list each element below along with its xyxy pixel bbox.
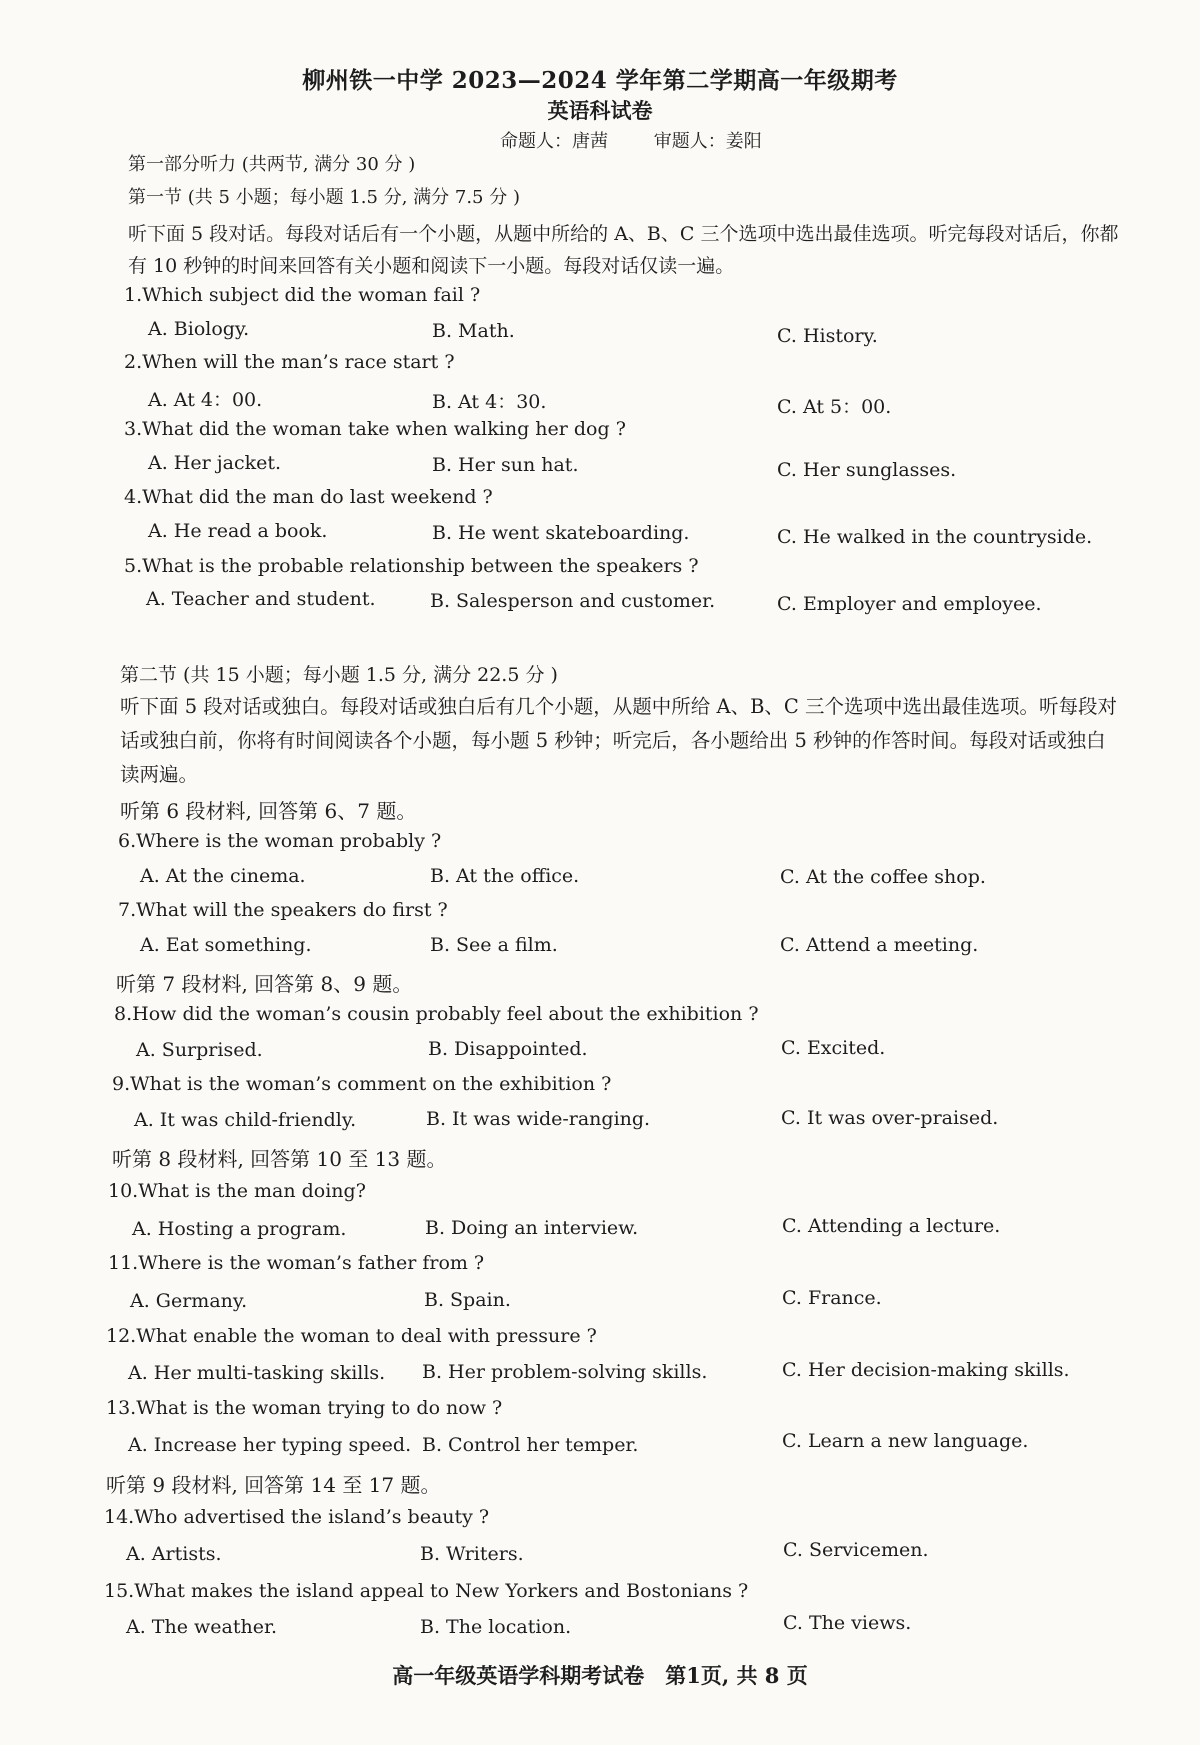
q4-option-a: A. He read a book. xyxy=(148,520,328,542)
q7-option-b: B. See a film. xyxy=(430,934,558,956)
q6-option-c: C. At the coffee shop. xyxy=(780,866,986,888)
q1-option-a: A. Biology. xyxy=(148,318,250,340)
q5-option-a: A. Teacher and student. xyxy=(146,588,376,610)
question-10: 10.What is the man doing? xyxy=(108,1180,366,1202)
section1-instructions: 听下面 5 段对话。每段对话后有一个小题，从题中所给的 A、B、C 三个选项中选出最佳选项。听完每段对话后，你都有 10 秒钟的时间来回答有关小题和阅读下一小题。每段对话仅读一遍。 xyxy=(128,223,1119,277)
exam-subtitle: 英语科试卷 xyxy=(547,98,653,123)
question-13: 13.What is the woman trying to do now ? xyxy=(106,1397,503,1419)
q15-option-b: B. The location. xyxy=(420,1616,572,1638)
q6-option-a: A. At the cinema. xyxy=(140,865,306,887)
q9-option-a: A. It was child-friendly. xyxy=(134,1109,357,1131)
q3-option-a: A. Her jacket. xyxy=(148,452,282,474)
part1-heading: 第一部分听力 (共两节, 满分 30 分 ) xyxy=(128,154,416,175)
q1-option-b: B. Math. xyxy=(432,320,515,342)
question-12: 12.What enable the woman to deal with pressure ? xyxy=(106,1325,597,1347)
question-1: 1.Which subject did the woman fail ? xyxy=(124,284,481,306)
q12-option-a: A. Her multi-tasking skills. xyxy=(128,1362,386,1384)
q7-option-c: C. Attend a meeting. xyxy=(780,934,979,956)
q14-option-c: C. Servicemen. xyxy=(783,1539,929,1561)
q5-option-b: B. Salesperson and customer. xyxy=(430,590,716,612)
question-9: 9.What is the woman’s comment on the exhibition ? xyxy=(112,1073,612,1095)
material-9-label: 听第 9 段材料, 回答第 14 至 17 题。 xyxy=(106,1473,441,1497)
material-6-label: 听第 6 段材料, 回答第 6、7 题。 xyxy=(120,799,417,823)
q5-option-c: C. Employer and employee. xyxy=(777,593,1042,615)
q11-option-b: B. Spain. xyxy=(424,1289,511,1311)
reviewer-label: 审题人：姜阳 xyxy=(653,131,762,152)
q11-option-a: A. Germany. xyxy=(130,1290,248,1312)
author-label: 命题人：唐茜 xyxy=(500,131,608,152)
q3-option-b: B. Her sun hat. xyxy=(432,454,579,476)
authors-line xyxy=(500,127,802,153)
q2-option-c: C. At 5：00. xyxy=(777,396,892,418)
q1-option-c: C. History. xyxy=(777,325,878,347)
q6-option-b: B. At the office. xyxy=(430,865,580,887)
section2-instructions: 听下面 5 段对话或独白。每段对话或独白后有几个小题，从题中所给 A、B、C 三个选项中选出最佳选项。听每段对话或独白前，你将有时间阅读各个小题，每小题 5 秒钟；听完后，各小题给出 5 秒钟的作答时间。每段对话或独白读两遍。 xyxy=(120,695,1118,786)
question-15: 15.What makes the island appeal to New Yorkers and Bostonians ? xyxy=(104,1580,749,1602)
question-14: 14.Who advertised the island’s beauty ? xyxy=(104,1506,490,1528)
q13-option-b: B. Control her temper. xyxy=(422,1434,639,1456)
question-6: 6.Where is the woman probably ? xyxy=(118,830,442,852)
question-4: 4.What did the man do last weekend ? xyxy=(124,486,493,508)
q15-option-a: A. The weather. xyxy=(126,1616,277,1638)
question-11: 11.Where is the woman’s father from ? xyxy=(108,1252,485,1274)
question-5: 5.What is the probable relationship between the speakers ? xyxy=(124,555,699,577)
q8-option-a: A. Surprised. xyxy=(136,1039,263,1061)
q10-option-a: A. Hosting a program. xyxy=(132,1218,347,1240)
q10-option-b: B. Doing an interview. xyxy=(425,1217,639,1239)
q9-option-b: B. It was wide-ranging. xyxy=(426,1108,651,1130)
q12-option-c: C. Her decision-making skills. xyxy=(782,1359,1070,1381)
q15-option-c: C. The views. xyxy=(783,1612,912,1634)
q7-option-a: A. Eat something. xyxy=(140,934,312,956)
q11-option-c: C. France. xyxy=(782,1287,882,1309)
q13-option-c: C. Learn a new language. xyxy=(782,1430,1029,1452)
q13-option-a: A. Increase her typing speed. xyxy=(128,1434,412,1456)
material-8-label: 听第 8 段材料, 回答第 10 至 13 题。 xyxy=(112,1147,447,1171)
question-3: 3.What did the woman take when walking her dog ? xyxy=(124,418,626,440)
q14-option-b: B. Writers. xyxy=(420,1543,524,1565)
q4-option-b: B. He went skateboarding. xyxy=(432,522,690,544)
question-8: 8.How did the woman’s cousin probably feel about the exhibition ? xyxy=(114,1003,759,1025)
q2-option-b: B. At 4：30. xyxy=(432,391,547,413)
q10-option-c: C. Attending a lecture. xyxy=(782,1215,1001,1237)
material-7-label: 听第 7 段材料, 回答第 8、9 题。 xyxy=(116,972,413,996)
q2-option-a: A. At 4：00. xyxy=(148,389,263,411)
section1-heading: 第一节 (共 5 小题；每小题 1.5 分, 满分 7.5 分 ) xyxy=(128,187,520,208)
page-footer: 高一年级英语学科期考试卷 第1页, 共 8 页 xyxy=(392,1663,808,1688)
q12-option-b: B. Her problem-solving skills. xyxy=(422,1361,708,1383)
exam-title: 柳州铁一中学 2023—2024 学年第二学期高一年级期考 xyxy=(302,67,898,94)
q9-option-c: C. It was over-praised. xyxy=(781,1107,999,1129)
section2-heading: 第二节 (共 15 小题；每小题 1.5 分, 满分 22.5 分 ) xyxy=(120,664,558,686)
q14-option-a: A. Artists. xyxy=(126,1543,222,1565)
q4-option-c: C. He walked in the countryside. xyxy=(777,526,1093,548)
q8-option-b: B. Disappointed. xyxy=(428,1038,588,1060)
q8-option-c: C. Excited. xyxy=(781,1037,886,1059)
q3-option-c: C. Her sunglasses. xyxy=(777,459,957,481)
question-2: 2.When will the man’s race start ? xyxy=(124,351,455,373)
question-7: 7.What will the speakers do first ? xyxy=(118,899,448,921)
